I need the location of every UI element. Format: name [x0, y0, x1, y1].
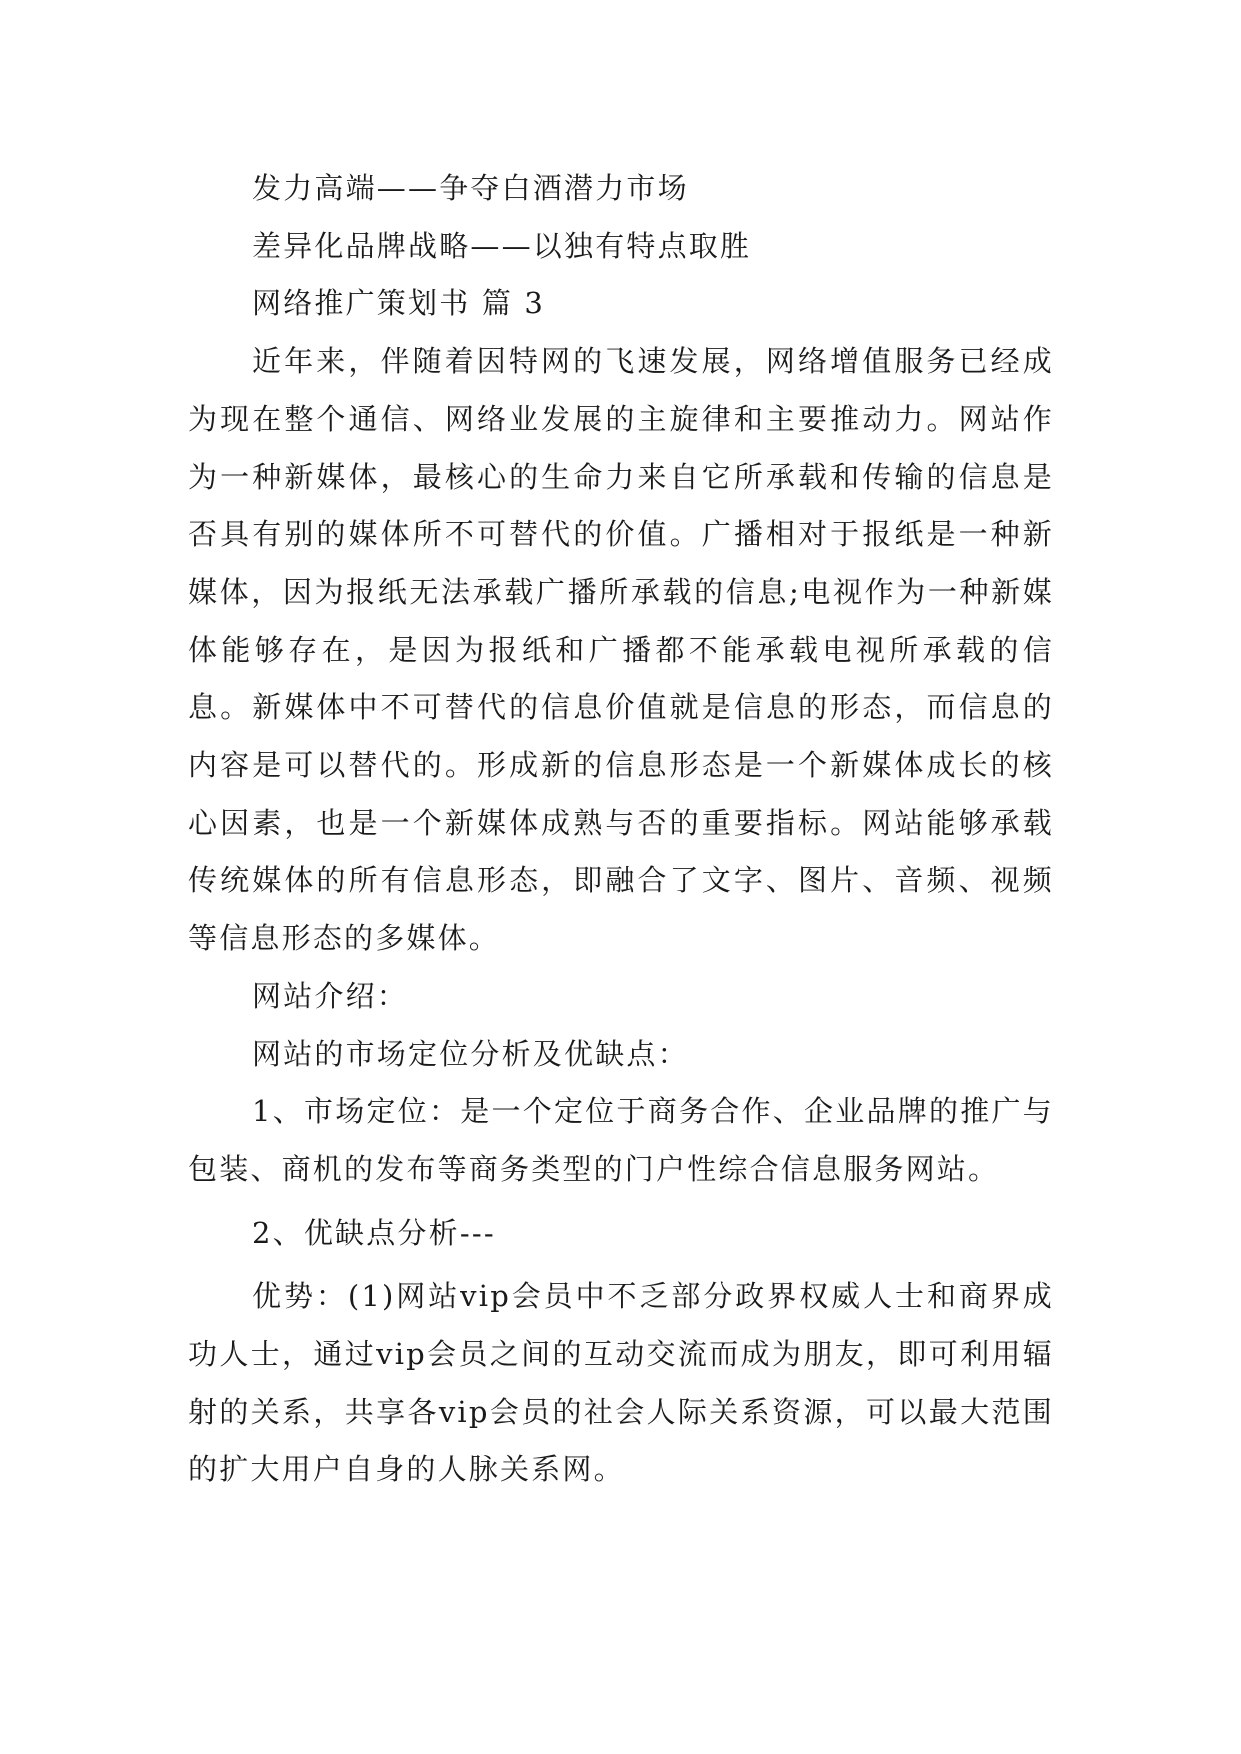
- document-body: [188, 160, 1054, 1499]
- intro-paragraph: 近年来，伴随着因特网的飞速发展，网络增值服务已经成为现在整个通信、网络业发展的主旋律和主要推动力。网站作为一种新媒体，最核心的生命力来自它所承载和传输的信息是否具有别的媒体所不可替代的价值。广播相对于报纸是一种新媒体，因为报纸无法承载广播所承载的信息;电视作为一种新媒体能够存在，是因为报纸和广播都不能承载电视所承载的信息。新媒体中不可替代的信息价值就是信息的形态，而信息的内容是可以替代的。形成新的信息形态是一个新媒体成长的核心因素，也是一个新媒体成熟与否的重要指标。网站能够承载传统媒体的所有信息形态，即融合了文字、图片、音频、视频等信息形态的多媒体。: [188, 344, 1054, 956]
- heading-line-2: 差异化品牌战略——以独有特点取胜: [252, 228, 752, 263]
- site-intro-label: 网站介绍：: [252, 978, 409, 1013]
- advantages-paragraph: 优势：(1)网站vip会员中不乏部分政界权威人士和商界成功人士，通过vip会员之间的互动交流而成为朋友，即可利用辐射的关系，共享各vip会员的社会人际关系资源，可以最大范围的扩大用户自身的人脉关系网。: [188, 1279, 1054, 1487]
- heading-line-1: 发力高端——争夺白酒潜力市场: [252, 171, 689, 205]
- market-analysis-label: 网站的市场定位分析及优缺点：: [252, 1036, 689, 1071]
- section-title: 网络推广策划书 篇 3: [252, 286, 546, 321]
- pros-cons-label: 2、优缺点分析---: [252, 1215, 496, 1250]
- market-position-paragraph: 1、市场定位：是一个定位于商务合作、企业品牌的推广与包装、商机的发布等商务类型的门户性综合信息服务网站。: [188, 1094, 1054, 1186]
